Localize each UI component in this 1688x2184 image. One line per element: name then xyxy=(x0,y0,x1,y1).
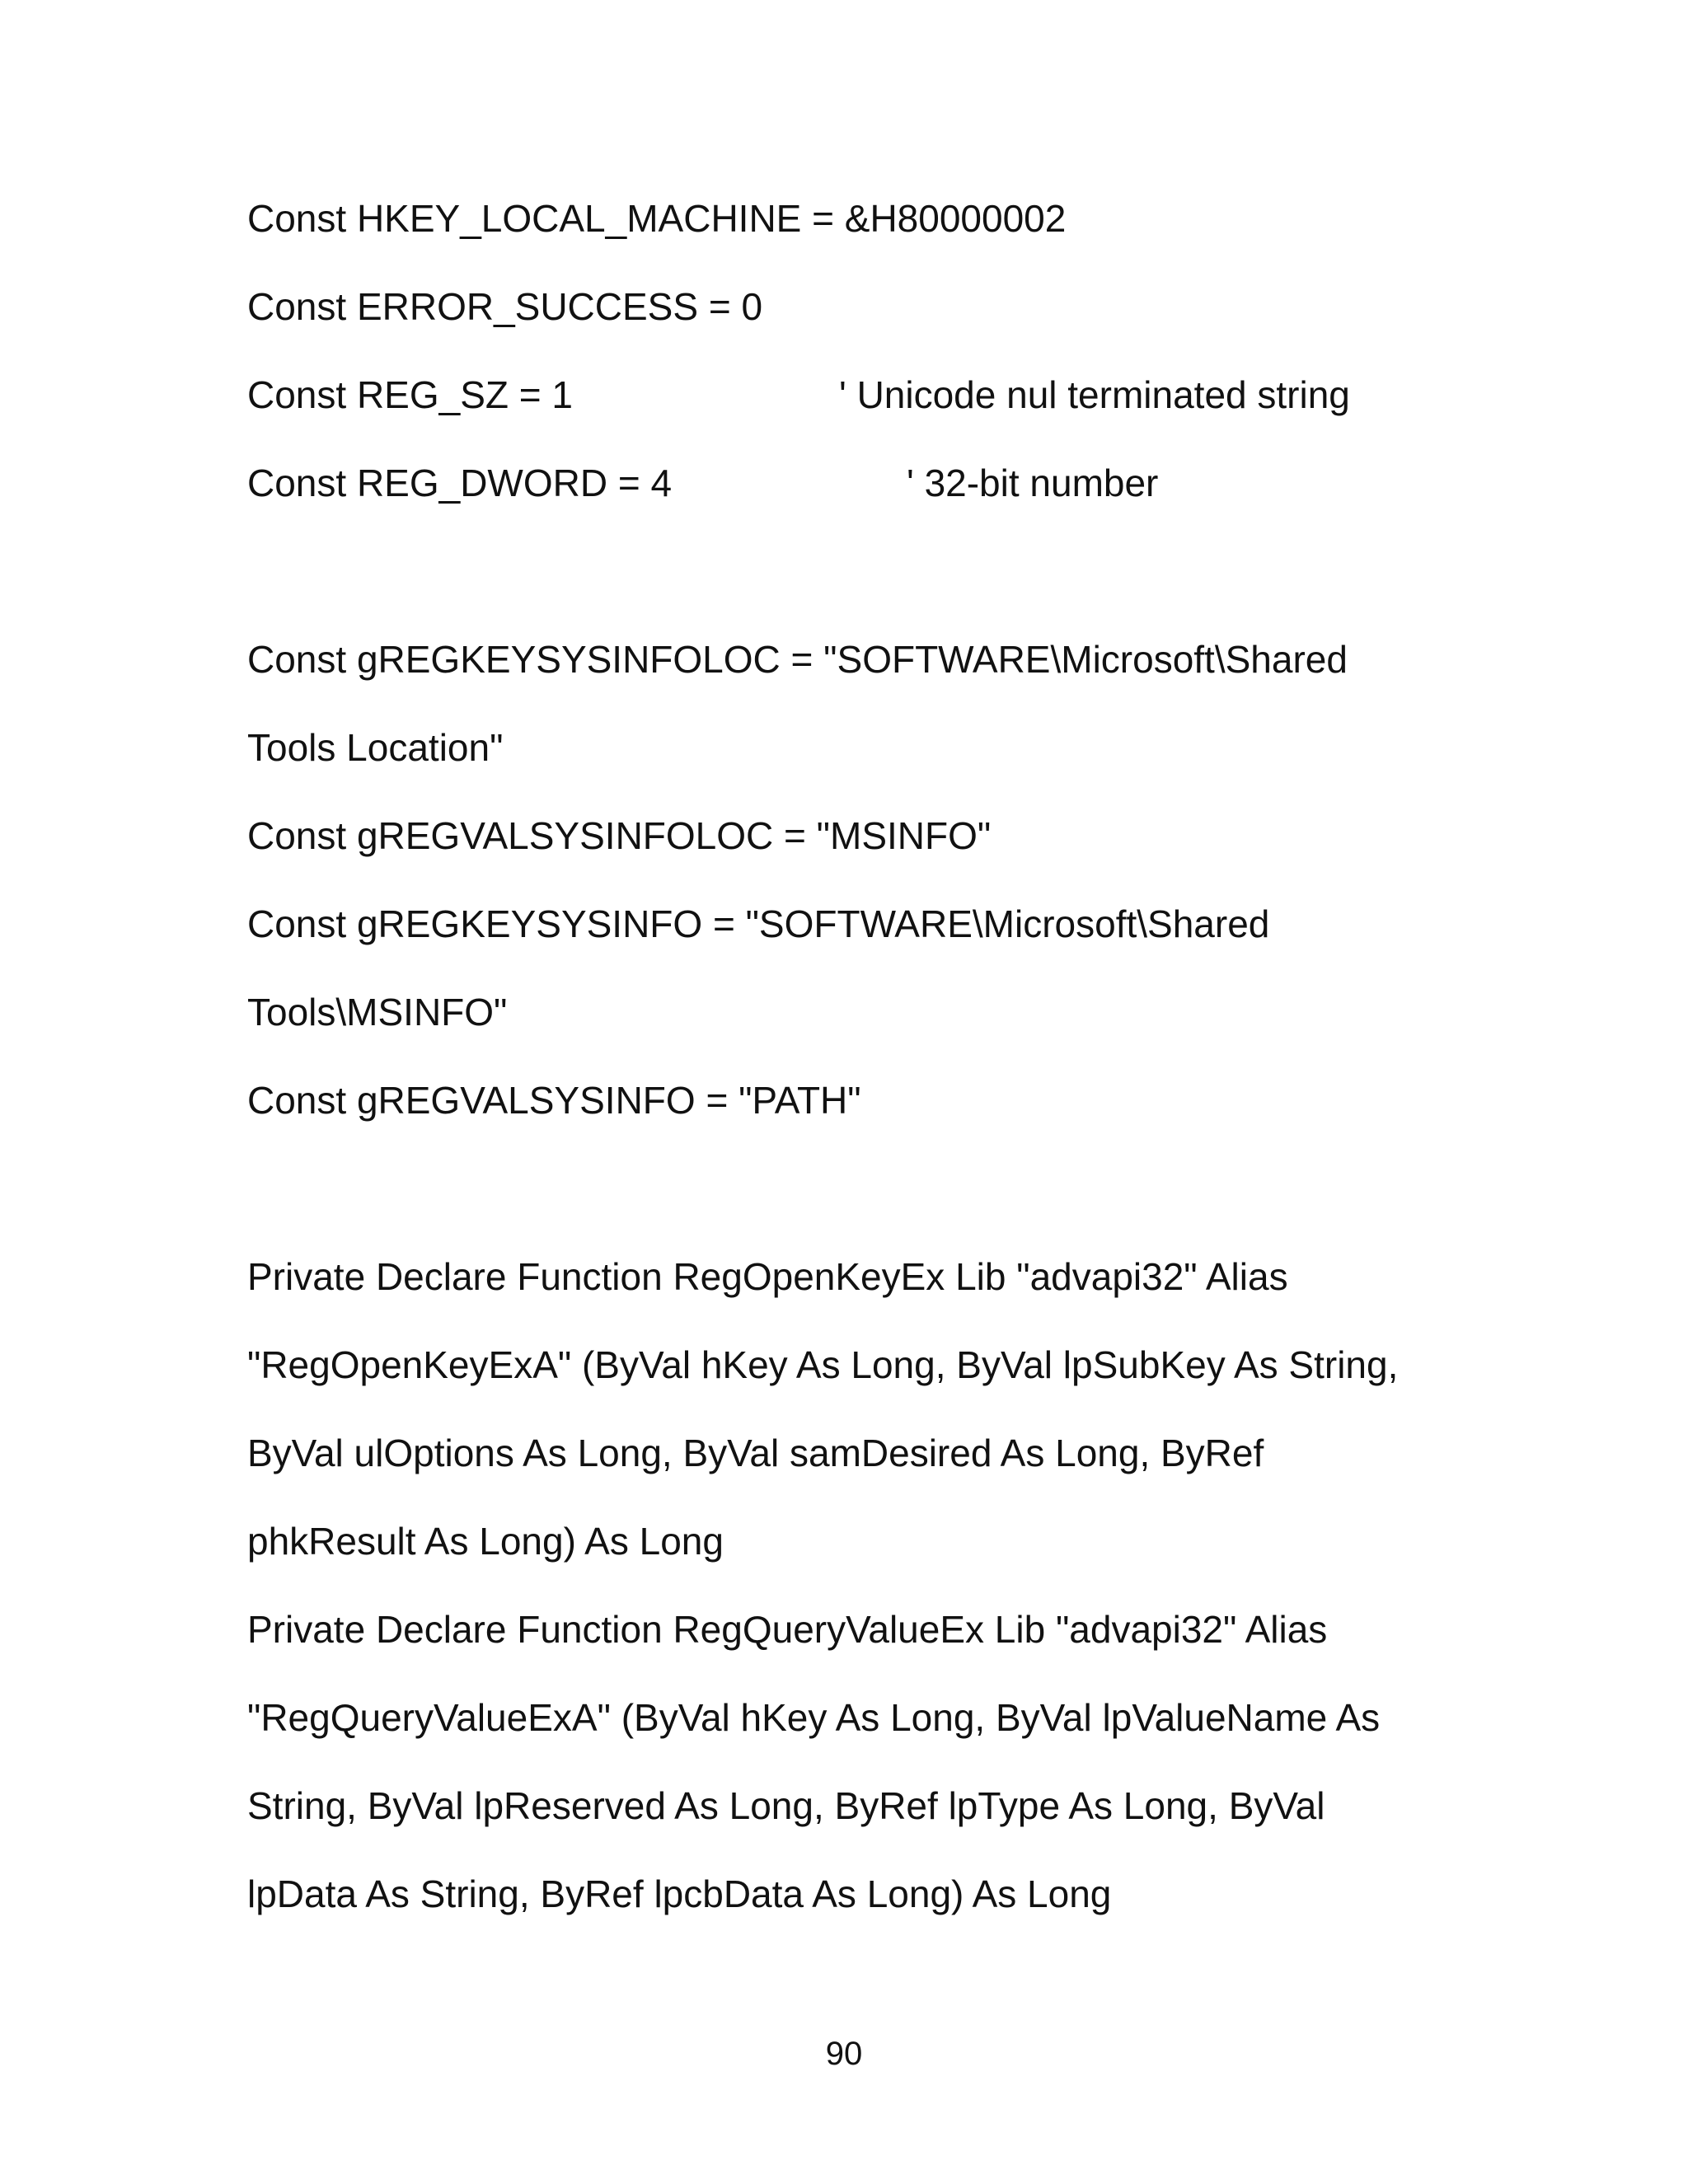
code-line-declare-regqueryvalueex-4: lpData As String, ByRef lpcbData As Long) As Long xyxy=(247,1872,1112,1915)
code-line-regkey-sysinfo: Const gREGKEYSYSINFO = "SOFTWARE\Microsoft\Shared xyxy=(247,902,1270,945)
code-line-declare-regopenkeyex-1: Private Declare Function RegOpenKeyEx Lib "advapi32" Alias xyxy=(247,1255,1288,1298)
code-line-declare-regopenkeyex-3: ByVal ulOptions As Long, ByVal samDesired As Long, ByRef xyxy=(247,1432,1264,1474)
code-line-declare-regopenkeyex-4: phkResult As Long) As Long xyxy=(247,1520,724,1563)
page-number: 90 xyxy=(825,2036,863,2072)
code-line-regkey-sysinfoloc: Const gREGKEYSYSINFOLOC = "SOFTWARE\Microsoft\Shared xyxy=(247,638,1348,681)
code-comment-reg-sz: ' Unicode nul terminated string xyxy=(839,373,1350,416)
code-line-regkey-sysinfo-cont: Tools\MSINFO" xyxy=(247,991,508,1033)
code-line-error-success: Const ERROR_SUCCESS = 0 xyxy=(247,285,763,328)
code-line-declare-regqueryvalueex-3: String, ByVal lpReserved As Long, ByRef lpType As Long, ByVal xyxy=(247,1784,1325,1827)
code-line-reg-sz: Const REG_SZ = 1 xyxy=(247,373,573,416)
code-line-regkey-sysinfoloc-cont: Tools Location" xyxy=(247,726,504,769)
code-line-reg-dword: Const REG_DWORD = 4 xyxy=(247,462,673,504)
code-line-regval-sysinfoloc: Const gREGVALSYSINFOLOC = "MSINFO" xyxy=(247,814,992,857)
code-line-hkey-local-machine: Const HKEY_LOCAL_MACHINE = &H80000002 xyxy=(247,197,1067,240)
code-line-declare-regqueryvalueex-1: Private Declare Function RegQueryValueEx Lib "advapi32" Alias xyxy=(247,1608,1328,1651)
code-line-declare-regopenkeyex-2: "RegOpenKeyExA" (ByVal hKey As Long, ByVal lpSubKey As String, xyxy=(247,1343,1399,1386)
code-line-declare-regqueryvalueex-2: "RegQueryValueExA" (ByVal hKey As Long, ByVal lpValueName As xyxy=(247,1696,1381,1739)
code-comment-reg-dword: ' 32-bit number xyxy=(907,462,1159,504)
code-line-regval-sysinfo: Const gREGVALSYSINFO = "PATH" xyxy=(247,1079,861,1122)
